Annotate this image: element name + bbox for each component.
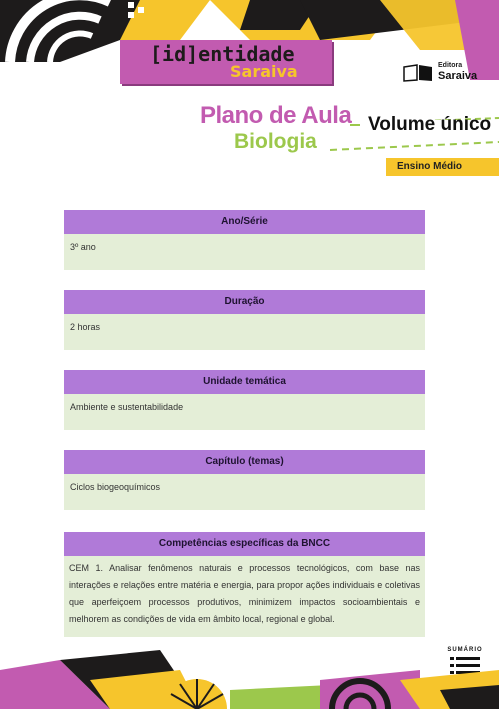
block-header: Capítulo (temas) bbox=[64, 450, 425, 474]
block-header: Ano/Série bbox=[64, 210, 425, 234]
summary-label: SUMÁRIO bbox=[447, 647, 483, 653]
subject-title: Biologia bbox=[234, 130, 317, 153]
page-title: Plano de Aula bbox=[200, 102, 352, 129]
volume-label: Volume único bbox=[368, 114, 492, 135]
block-header: Duração bbox=[64, 290, 425, 314]
info-block-unit bbox=[64, 370, 425, 430]
block-content: Ciclos biogeoquímicos bbox=[64, 474, 425, 510]
info-block-chapter bbox=[64, 450, 425, 510]
level-badge bbox=[386, 158, 499, 176]
info-block-competencies bbox=[64, 532, 425, 637]
block-content: CEM 1. Analisar fenômenos naturais e processos tecnológicos, com base nas interações e relações entre matéria e energia, para propor ações individuais e coletivas que aperfeiçoem processos produtivos, minimizem impactos socioambientais e melhorem as condições de vida em âmbito local, regional e global. bbox=[64, 556, 425, 637]
footer-decoration bbox=[0, 640, 499, 709]
block-header: Competências específicas da BNCC bbox=[64, 532, 425, 556]
identidade-logo bbox=[120, 40, 332, 84]
logo-top-text: [id]entidade bbox=[150, 42, 295, 66]
block-header: Unidade temática bbox=[64, 370, 425, 394]
logo-bottom-text: Saraiva bbox=[230, 62, 298, 81]
block-content: Ambiente e sustentabilidade bbox=[64, 394, 425, 430]
info-block-year bbox=[64, 210, 425, 270]
block-content: 3º ano bbox=[64, 234, 425, 270]
level-label: Ensino Médio bbox=[397, 161, 462, 172]
book-icon bbox=[402, 64, 434, 82]
publisher-line1: Editora bbox=[438, 62, 463, 69]
publisher-line2: Saraiva bbox=[438, 70, 478, 82]
block-content: 2 horas bbox=[64, 314, 425, 350]
info-block-duration bbox=[64, 290, 425, 350]
